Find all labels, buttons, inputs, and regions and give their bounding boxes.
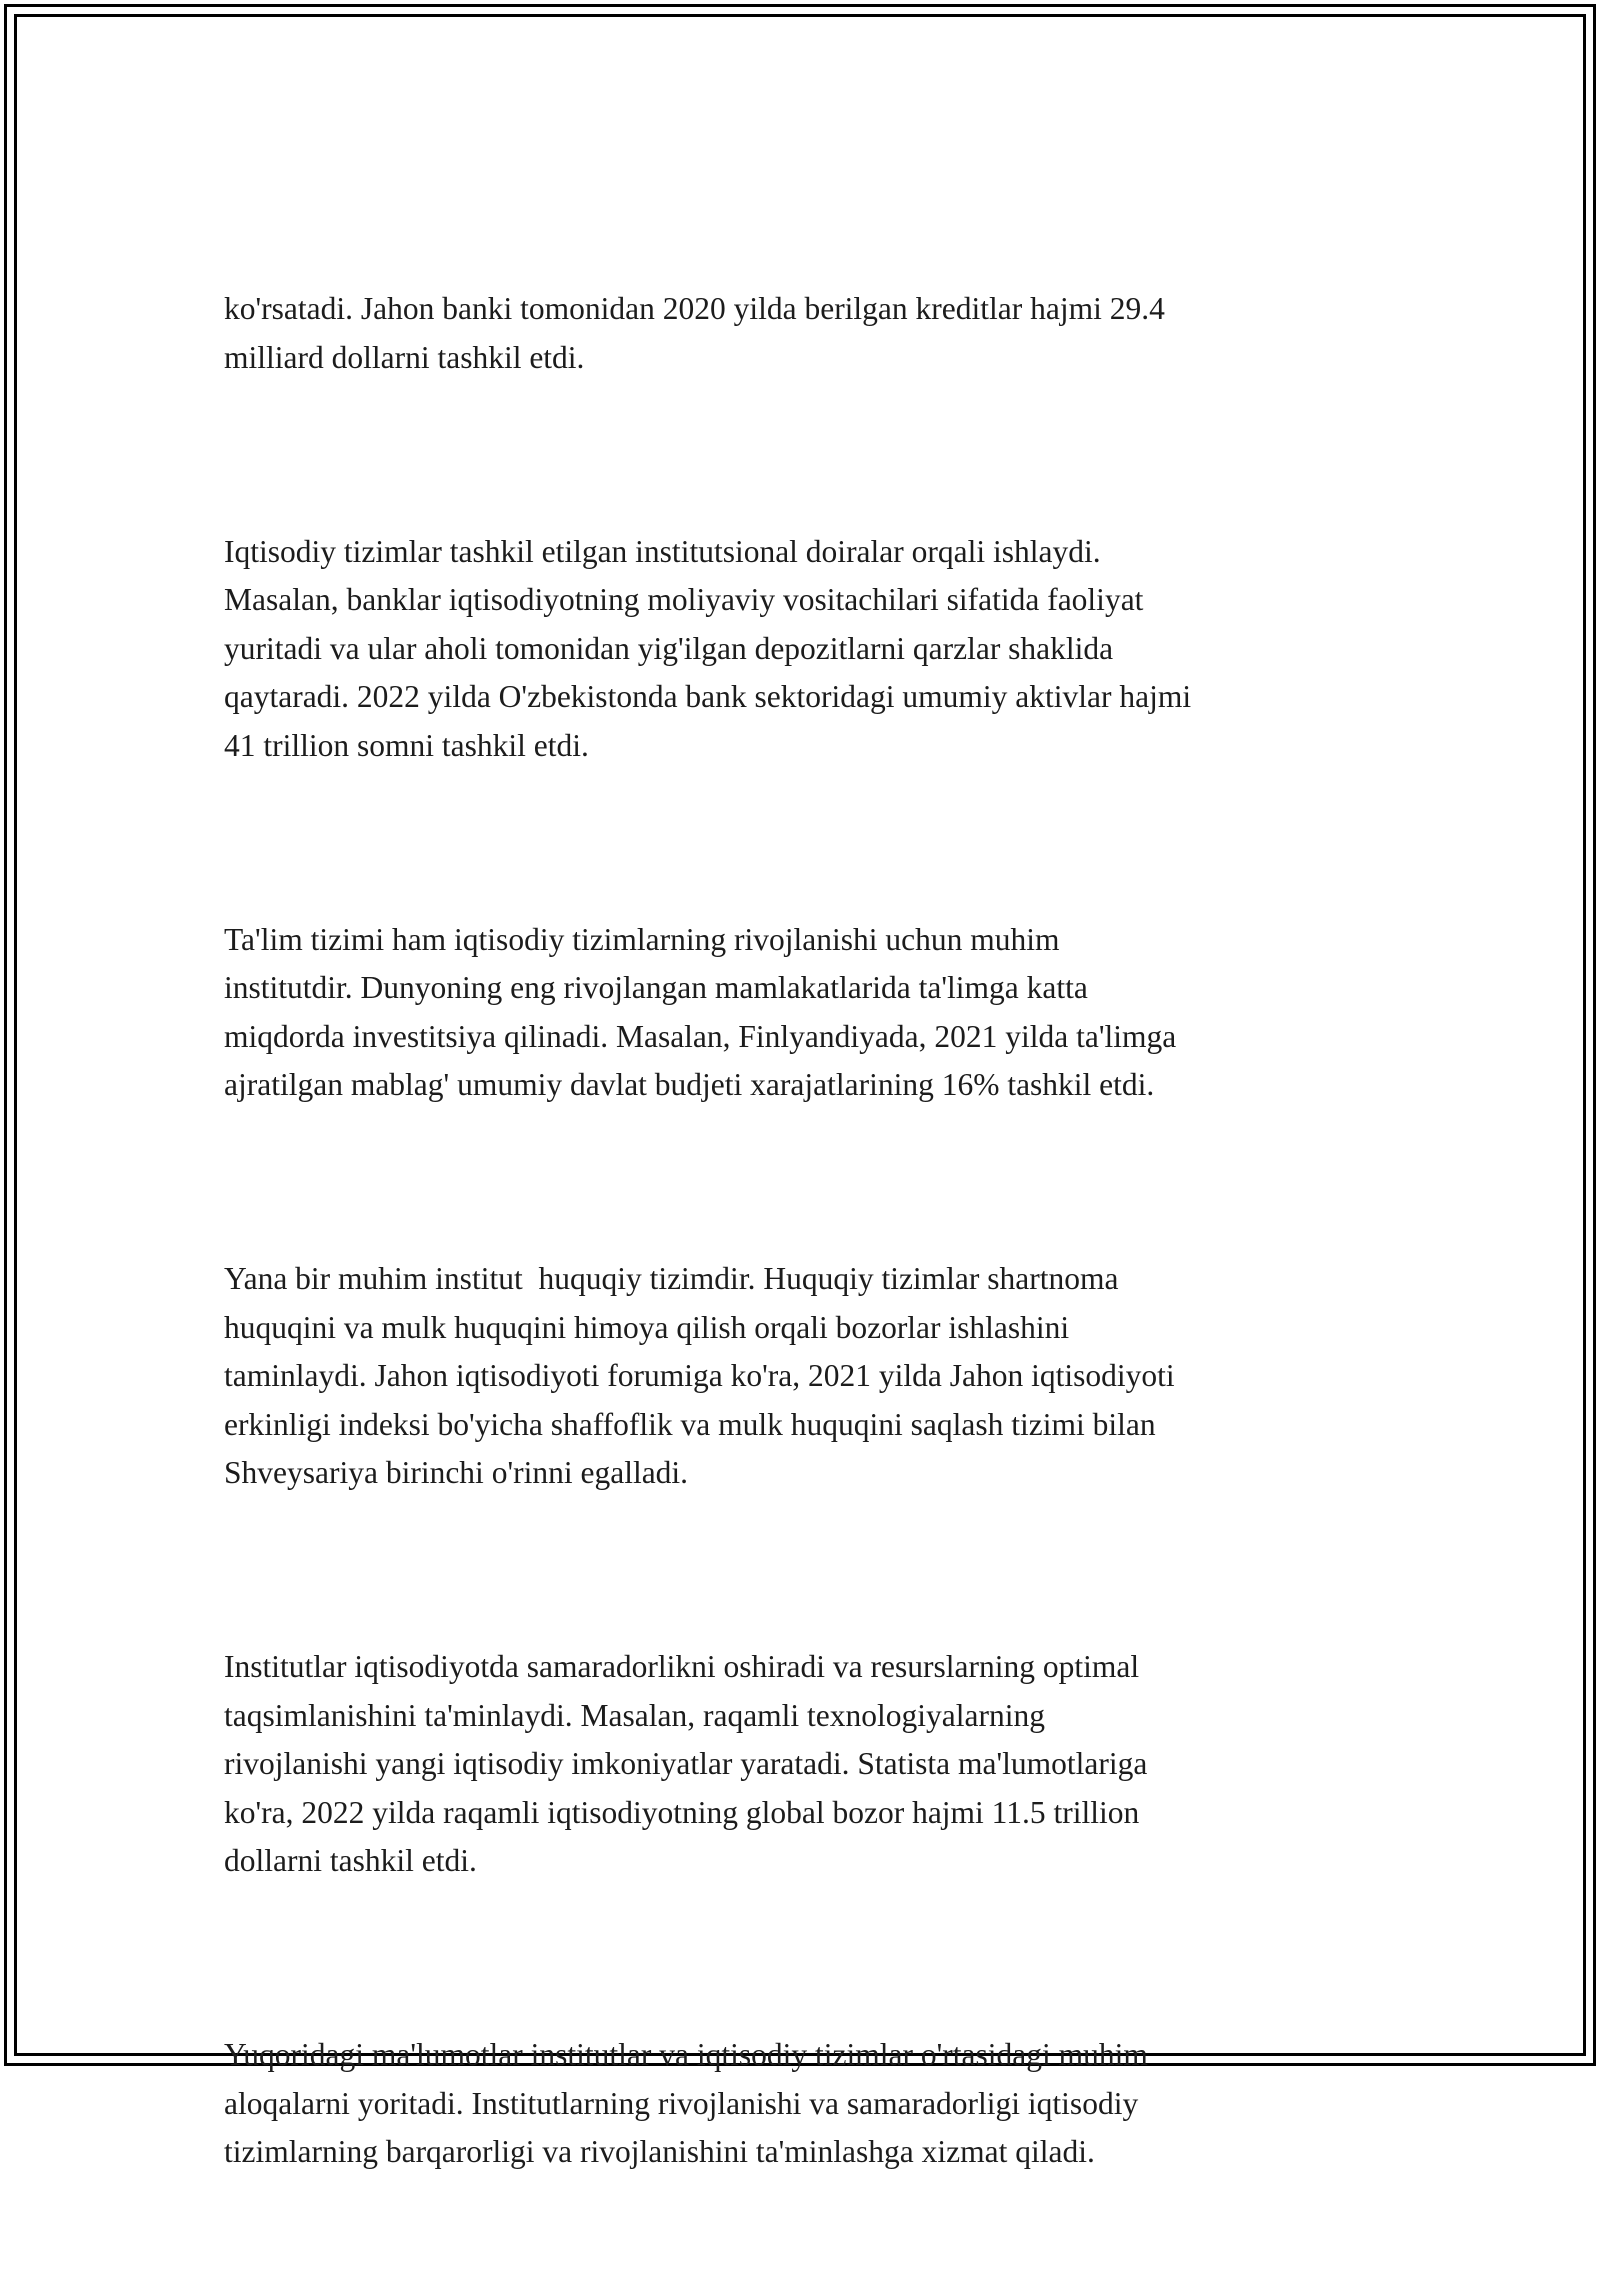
paragraph-legal-system: Yana bir muhim institut huquqiy tizimdir. Huquqiy tizimlar shartnoma huquqini va mulk huquqini himoya qilish orqali bozorlar ishlashini taminlaydi. Jahon iqtisodiyoti forumiga ko'ra, 2021 yilda Jahon iqtisodiyoti erkinligi indeksi bo'yicha shaffoflik va mulk huquqini saqlash tizimi bilan Shveysariya birinchi o'rinni egalladi. — [224, 1261, 1175, 1490]
paragraph-education-system: Ta'lim tizimi ham iqtisodiy tizimlarning rivojlanishi uchun muhim institutdir. Dunyoning eng rivojlangan mamlakatlarida ta'limga katta miqdorda investitsiya qilinadi. Masalan, Finlyandiyada, 2021 yilda ta'limga ajratilgan mablag' umumiy davlat budjeti xarajatlarining 16% tashkil etdi. — [224, 921, 1177, 1102]
paragraph-world-bank-loans: ko'rsatadi. Jahon banki tomonidan 2020 yilda berilgan kreditlar hajmi 29.4 milliard dollarni tashkil etdi. — [224, 291, 1165, 375]
paragraph-conclusion: Yuqoridagi ma'lumotlar institutlar va iqtisodiy tizimlar o'rtasidagi muhim aloqalarni yoritadi. Institutlarning rivojlanishi va samaradorligi iqtisodiy tizimlarning barqarorligi va rivojlanishini ta'minlashga xizmat qiladi. — [224, 2037, 1148, 2169]
paragraph-economic-systems-banks: Iqtisodiy tizimlar tashkil etilgan institutsional doiralar orqali ishlaydi. Masalan, banklar iqtisodiyotning moliyaviy vositachilari sifatida faoliyat yuritadi va ular aholi tomonidan yig'ilgan depozitlarni qarzlar shaklida qaytaradi. 2022 yilda O'zbekistonda bank sektoridagi umumiy aktivlar hajmi 41 trillion somni tashkil etdi. — [224, 533, 1192, 763]
document-body — [224, 188, 1374, 2274]
paragraph-institutions-efficiency: Institutlar iqtisodiyotda samaradorlikni oshiradi va resurslarning optimal taqsimlanishini ta'minlaydi. Masalan, raqamli texnologiyalarning rivojlanishi yangi iqtisodiy imkoniyatlar yaratadi. Statista ma'lumotlariga ko'ra, 2022 yilda raqamli iqtisodiyotning global bozor hajmi 11.5 trillion dollarni tashkil etdi. — [224, 1649, 1148, 1878]
